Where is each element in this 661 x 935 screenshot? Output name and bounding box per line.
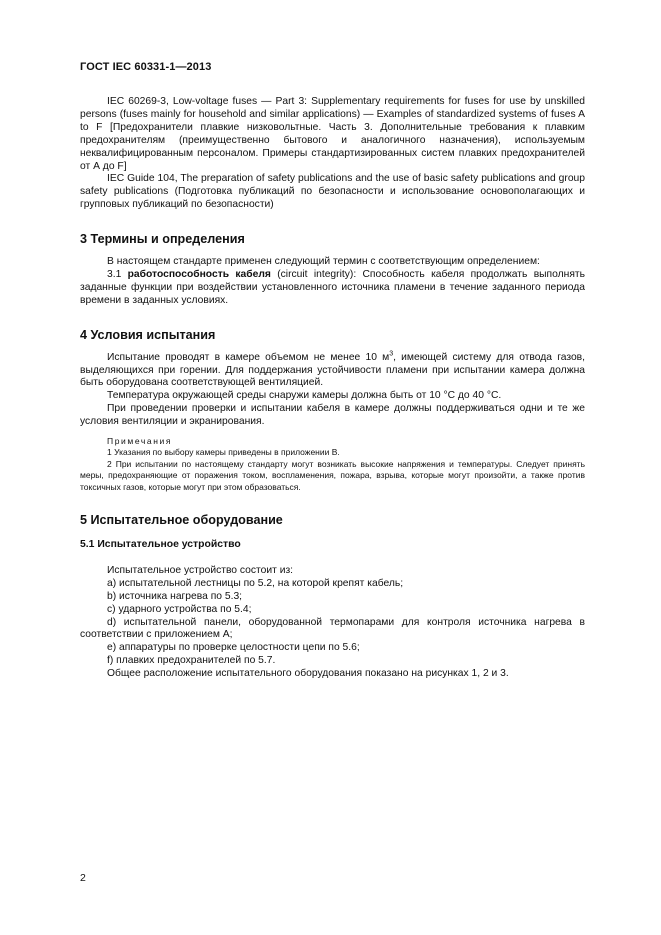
chamber-text: Испытание проводят в камере объемом не менее 10 м	[107, 351, 390, 363]
page-number: 2	[80, 872, 86, 884]
chamber-text-cont: , имеющей систему для отвода газов, выделяющихся при горении. Для поддержания устойчивости пламени при испытании камера должна быть оборудована соответствующей вентиляцией.	[80, 351, 585, 389]
subsection-5-1-heading: 5.1 Испытательное устройство	[80, 538, 241, 550]
section-4-paragraph-3: При проведении проверки и испытании кабеля в камере должны поддерживаться одни и те же условия вентиляции и экранирования.	[80, 403, 585, 428]
equipment-item-c: с) ударного устройства по 5.4;	[107, 603, 252, 615]
equipment-item-a: а) испытательной лестницы по 5.2, на которой крепят кабель;	[107, 577, 404, 589]
equipment-item-b: b) источника нагрева по 5.3;	[107, 590, 243, 602]
notes-block	[80, 436, 585, 493]
notes-title: Примечания	[107, 436, 173, 447]
document-header: ГОСТ IEC 60331-1—2013	[80, 61, 212, 73]
section-4-paragraph-2: Температура окружающей среды снаружи камеры должна быть от 10 °С до 40 °С.	[107, 390, 502, 402]
page-content	[80, 96, 585, 681]
section-3-heading: 3 Термины и определения	[80, 232, 245, 247]
equipment-intro: Испытательное устройство состоит из:	[107, 564, 294, 576]
term-number: 3.1	[107, 268, 128, 280]
reference-iec-guide-104: IEC Guide 104, The preparation of safety publications and the use of basic safety publications and group safety publications (Подготовка публикаций по безопасности и использование основополагающих и групповых публикаций по безопасности)	[80, 173, 585, 211]
note-2: 2 При испытании по настоящему стандарту могут возникать высокие напряжения и температуры. Следует принять меры, предохраняющие от поражения током, воспламенения, пожара, взрыва, которые могут произойти, а также против токсичных газов, которые могут при этом образоваться.	[80, 458, 585, 492]
term-definition	[80, 269, 585, 308]
equipment-item-d: d) испытательной панели, оборудованной термопарами для контроля источника нагрева в соответствии с приложением А;	[80, 616, 585, 641]
section-3-intro: В настоящем стандарте применен следующий термин с соответствующим определением:	[107, 256, 540, 268]
section-4-heading: 4 Условия испытания	[80, 327, 216, 342]
reference-iec-60269-3: IEC 60269-3, Low-voltage fuses — Part 3: Supplementary requirements for fuses for use by unskilled persons (fuses mainly for household and similar applications) — Examples of standardized systems of fuses A to F [Предохранители плавкие низковольтные. Часть 3. Дополнительные требования к плавким предохранителям (преимущественно бытового и аналогичного назначения), используемым неквалифицированным персоналом. Примеры стандартизированных систем плавких предохранителей от А до F]	[80, 96, 585, 172]
equipment-item-f: f) плавких предохранителей по 5.7.	[107, 655, 276, 667]
term-name: работоспособность кабеля	[127, 268, 271, 280]
equipment-item-e: е) аппаратуры по проверке целостности цепи по 5.6;	[107, 642, 360, 654]
note-1: 1 Указания по выбору камеры приведены в приложении В.	[107, 447, 340, 458]
term-text: (circuit integrity): Способность кабеля продолжать выполнять заданные функции при воздействии установленного источника пламени в течение заданного периода времени в заданных условиях.	[80, 268, 585, 306]
equipment-outro: Общее расположение испытательного оборудования показано на рисунках 1, 2 и 3.	[107, 668, 509, 680]
section-4-paragraph-1	[80, 352, 585, 391]
cubic-superscript: 3	[389, 350, 394, 358]
section-5-heading: 5 Испытательное оборудование	[80, 513, 283, 528]
